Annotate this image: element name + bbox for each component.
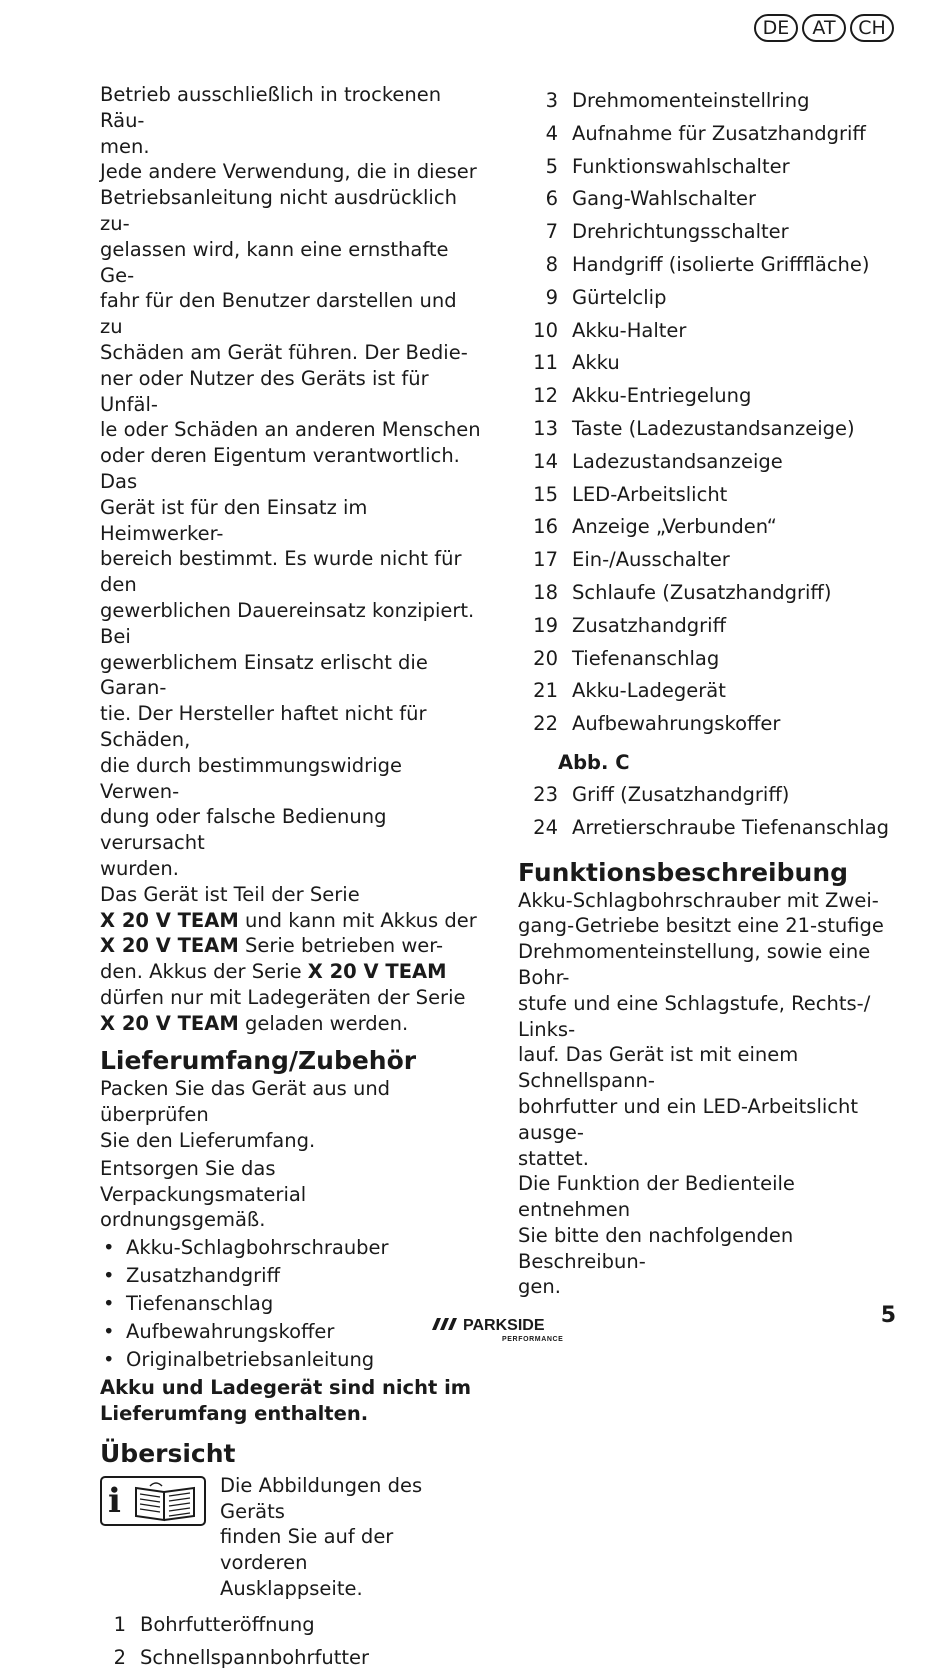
text-line: X 20 V TEAM Serie betrieben wer-: [100, 934, 444, 958]
list-item: 1 Bohrfutteröffnung: [113, 1612, 315, 1636]
info-manual-icon: i: [100, 1476, 206, 1526]
list-item: • Akku-Schlagbohrschrauber: [100, 1235, 485, 1263]
list-item: • Zusatzhandgriff: [100, 1263, 485, 1291]
text-line: stufe und eine Schlagstufe, Rechts-/ Links-: [518, 991, 871, 1041]
text-line: wurden.: [100, 856, 179, 880]
text-line: dung oder falsche Bedienung verursacht: [100, 805, 387, 855]
series-name: X 20 V TEAM: [100, 934, 239, 958]
list-item: 15 LED-Arbeitslicht: [533, 482, 728, 506]
list-item: 12 Akku-Entriegelung: [533, 384, 752, 408]
text-line: gang-Getriebe besitzt eine 21-stufige: [518, 914, 884, 938]
heading-funktionsbeschreibung: Funktionsbeschreibung: [518, 857, 849, 887]
list-item: • Originalbetriebsanleitung: [100, 1347, 485, 1375]
text-line: stattet.: [518, 1146, 589, 1170]
page-number: 5: [880, 1303, 896, 1328]
parts-list-abb-c: [518, 782, 913, 848]
info-text: [220, 1473, 485, 1602]
text-line: den. Akkus der Serie X 20 V TEAM: [100, 960, 447, 984]
parts-list-right: [518, 88, 913, 744]
parts-list-left: [86, 1612, 485, 1677]
list-item: 16 Anzeige „Verbunden“: [533, 515, 777, 539]
badge-ch: CH: [850, 14, 894, 42]
list-item: • Tiefenanschlag: [100, 1291, 485, 1319]
list-item: 22 Aufbewahrungskoffer: [533, 712, 781, 736]
list-item: 9 Gürtelclip: [545, 285, 667, 309]
text-line: gewerblichem Einsatz erlischt die Garan-: [100, 650, 428, 700]
heading-uebersicht: Übersicht: [100, 1438, 236, 1468]
list-item: • Aufbewahrungskoffer: [100, 1319, 485, 1347]
text-line: Sie bitte den nachfolgenden Beschreibun-: [518, 1223, 794, 1273]
text-line: bohrfutter und ein LED-Arbeitslicht ausge-: [518, 1094, 859, 1144]
text-line: Das Gerät ist Teil der Serie: [100, 882, 360, 906]
delivery-note: Akku und Ladegerät sind nicht im: [100, 1376, 472, 1400]
list-item: 24 Arretierschraube Tiefenanschlag: [533, 815, 890, 839]
text-line: Akku-Schlagbohrschrauber mit Zwei-: [518, 888, 879, 912]
text-line: finden Sie auf der vorderen: [220, 1525, 394, 1575]
list-item: 2 Schnellspannbohrfutter: [113, 1645, 370, 1669]
list-item: 8 Handgriff (isolierte Grifffläche): [545, 252, 870, 276]
parkside-logo: [430, 1310, 580, 1348]
series-name: X 20 V TEAM: [100, 1011, 239, 1035]
list-item: 13 Taste (Ladezustandsanzeige): [533, 416, 855, 440]
language-badges: [754, 14, 894, 42]
list-item: 4 Aufnahme für Zusatzhandgriff: [545, 121, 866, 145]
list-item: 23 Griff (Zusatzhandgriff): [533, 782, 790, 806]
brand-name: PARKSIDE: [463, 1317, 545, 1334]
list-item: 3 Drehmomenteinstellring: [545, 89, 810, 112]
figure-label-abb-c: Abb. C: [558, 750, 630, 774]
text-line: Betrieb ausschließlich in trockenen Räu-: [100, 83, 442, 132]
list-item: 10 Akku-Halter: [533, 318, 687, 342]
text-line: Drehmomenteinstellung, sowie eine Bohr-: [518, 940, 871, 989]
text-line: Entsorgen Sie das Verpackungsmaterial: [100, 1156, 307, 1206]
list-item: 18 Schlaufe (Zusatzhandgriff): [533, 580, 832, 604]
text-line: Schäden am Gerät führen. Der Bedie-: [100, 340, 468, 364]
right-column: [518, 88, 913, 1300]
text-line: Sie den Lieferumfang.: [100, 1129, 316, 1153]
list-item: 7 Drehrichtungsschalter: [545, 220, 789, 244]
text-line: tie. Der Hersteller haftet nicht für Schäden,: [100, 702, 427, 751]
heading-lieferumfang: Lieferumfang/Zubehör: [100, 1046, 417, 1076]
text-line: Die Abbildungen des Geräts: [220, 1473, 423, 1523]
badge-at: AT: [802, 14, 846, 42]
text-line: Betriebsanleitung nicht ausdrücklich zu-: [100, 186, 457, 235]
text-line: Packen Sie das Gerät aus und überprüfen: [100, 1077, 391, 1127]
text-line: gelassen wird, kann eine ernsthafte Ge-: [100, 237, 449, 287]
text-line: X 20 V TEAM und kann mit Akkus der: [100, 908, 477, 932]
left-column: [100, 82, 485, 1677]
badge-de: DE: [754, 14, 798, 42]
delivery-note: Lieferumfang enthalten.: [100, 1402, 369, 1426]
list-item: 17 Ein-/Ausschalter: [533, 548, 730, 572]
text-line: oder deren Eigentum verantwortlich. Das: [100, 444, 460, 493]
text-line: dürfen nur mit Ladegeräten der Serie: [100, 985, 466, 1009]
text-line: gewerblichen Dauereinsatz konzipiert. Bei: [100, 598, 475, 648]
text-line: Ausklappseite.: [220, 1577, 363, 1601]
list-item: 11 Akku: [533, 351, 620, 375]
list-item: 21 Akku-Ladegerät: [533, 679, 726, 703]
text-line: gen.: [518, 1275, 561, 1299]
delivery-list: [100, 1235, 485, 1375]
text-line: fahr für den Benutzer darstellen und zu: [100, 289, 457, 339]
text-line: X 20 V TEAM geladen werden.: [100, 1011, 409, 1035]
series-paragraph: [100, 882, 485, 1037]
intro-paragraph: [100, 82, 485, 882]
list-item: 14 Ladezustandsanzeige: [533, 449, 783, 473]
info-block: [100, 1473, 485, 1602]
text-line: le oder Schäden an anderen Menschen: [100, 418, 481, 442]
list-item: 20 Tiefenanschlag: [533, 646, 720, 670]
brand-sub: PERFORMANCE: [502, 1336, 564, 1343]
text-line: men.: [100, 134, 150, 158]
series-name: X 20 V TEAM: [307, 960, 447, 984]
text-line: Die Funktion der Bedienteile entnehmen: [518, 1172, 795, 1222]
text-line: Gerät ist für den Einsatz im Heimwerker-: [100, 495, 368, 545]
text-line: bereich bestimmt. Es wurde nicht für den: [100, 547, 462, 597]
text-line: ordnungsgemäß.: [100, 1208, 266, 1232]
text-line: die durch bestimmungswidrige Verwen-: [100, 753, 402, 803]
text-line: Jede andere Verwendung, die in dieser: [100, 160, 477, 184]
list-item: 6 Gang-Wahlschalter: [545, 187, 757, 211]
text-line: lauf. Das Gerät ist mit einem Schnellspann-: [518, 1043, 799, 1093]
text-line: ner oder Nutzer des Geräts ist für Unfäl-: [100, 366, 429, 416]
list-item: 19 Zusatzhandgriff: [533, 613, 727, 637]
list-item: 5 Funktionswahlschalter: [545, 154, 790, 178]
series-name: X 20 V TEAM: [100, 908, 239, 932]
